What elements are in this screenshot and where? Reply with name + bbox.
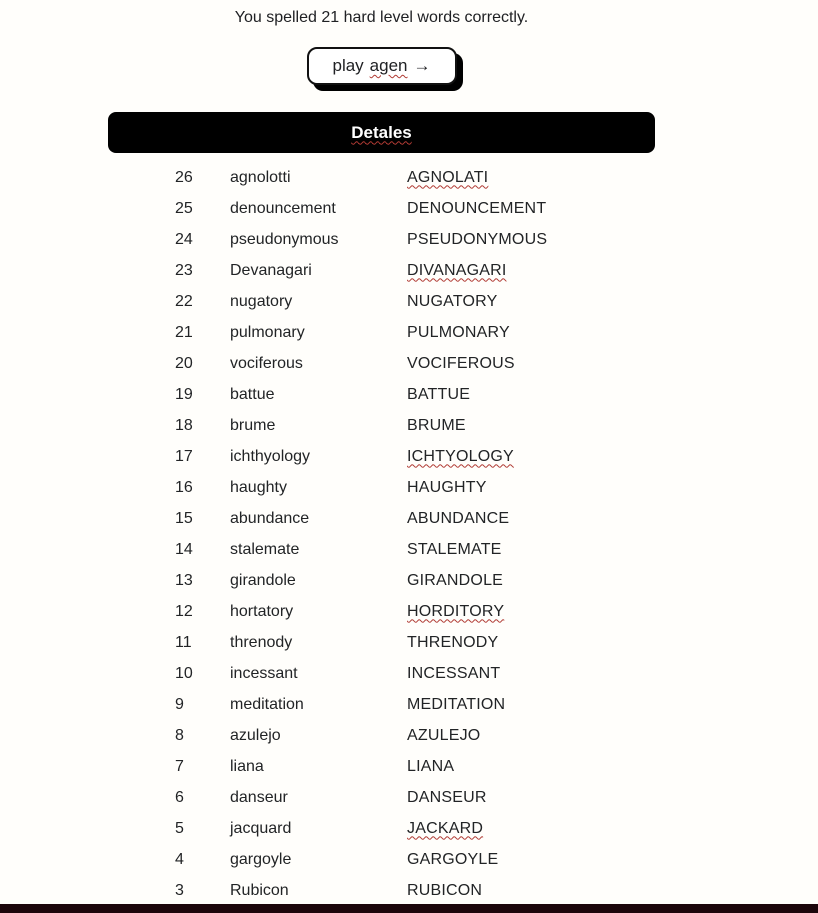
word-correct: abundance: [230, 509, 310, 527]
word-attempt: STALEMATE: [407, 540, 502, 558]
play-again-label-misspelled: agen: [369, 56, 408, 75]
word-attempt: BRUME: [407, 416, 466, 434]
result-row: [175, 410, 763, 441]
word-number: 19: [175, 385, 193, 403]
word-correct: ichthyology: [230, 447, 311, 465]
result-row: [175, 441, 763, 472]
word-attempt: PULMONARY: [407, 323, 510, 341]
word-number: 8: [175, 726, 184, 744]
word-correct: meditation: [230, 695, 304, 713]
word-number: 9: [175, 695, 184, 713]
word-number: 26: [175, 168, 193, 186]
word-attempt: GARGOYLE: [407, 850, 499, 868]
word-number: 16: [175, 478, 193, 496]
word-attempt: AZULEJO: [407, 726, 481, 744]
word-attempt: MEDITATION: [407, 695, 506, 713]
word-attempt: DANSEUR: [407, 788, 487, 806]
word-number: 21: [175, 323, 193, 341]
word-number: 14: [175, 540, 193, 558]
word-attempt: THRENODY: [407, 633, 499, 651]
result-row: [175, 472, 763, 503]
word-attempt: LIANA: [407, 757, 455, 775]
word-attempt: DIVANAGARI: [407, 261, 507, 279]
play-again-button[interactable]: [307, 47, 457, 85]
result-row: [175, 751, 763, 782]
word-number: 23: [175, 261, 193, 279]
result-row: [175, 379, 763, 410]
word-correct: battue: [230, 385, 275, 403]
arrow-right-icon: →: [413, 56, 431, 75]
result-row: [175, 565, 763, 596]
result-row: [175, 503, 763, 534]
word-correct: liana: [230, 757, 264, 775]
result-row: [175, 596, 763, 627]
word-number: 15: [175, 509, 193, 527]
word-attempt: ABUNDANCE: [407, 509, 510, 527]
word-attempt: INCESSANT: [407, 664, 501, 682]
result-row: [175, 844, 763, 875]
result-row: [175, 689, 763, 720]
word-correct: brume: [230, 416, 276, 434]
word-correct: Rubicon: [230, 881, 289, 899]
word-correct: nugatory: [230, 292, 293, 310]
result-message: You spelled 21 hard level words correctly.: [234, 9, 529, 26]
word-attempt: HAUGHTY: [407, 478, 487, 496]
word-correct: azulejo: [230, 726, 281, 744]
word-attempt: DENOUNCEMENT: [407, 199, 547, 217]
word-correct: Devanagari: [230, 261, 312, 279]
result-row: [175, 348, 763, 379]
word-number: 24: [175, 230, 193, 248]
details-banner: [108, 112, 655, 153]
word-attempt: HORDITORY: [407, 602, 505, 620]
word-number: 22: [175, 292, 193, 310]
result-row: [175, 255, 763, 286]
word-attempt: AGNOLATI: [407, 168, 489, 186]
word-number: 13: [175, 571, 193, 589]
word-attempt: BATTUE: [407, 385, 471, 403]
result-row: [175, 658, 763, 689]
word-correct: hortatory: [230, 602, 294, 620]
word-number: 17: [175, 447, 193, 465]
result-row: [175, 627, 763, 658]
word-correct: stalemate: [230, 540, 300, 558]
word-attempt: VOCIFEROUS: [407, 354, 515, 372]
word-correct: gargoyle: [230, 850, 292, 868]
word-correct: pulmonary: [230, 323, 305, 341]
word-correct: denouncement: [230, 199, 336, 217]
word-number: 20: [175, 354, 193, 372]
result-row: [175, 813, 763, 844]
word-correct: incessant: [230, 664, 298, 682]
word-correct: threnody: [230, 633, 293, 651]
word-attempt: GIRANDOLE: [407, 571, 504, 589]
word-number: 10: [175, 664, 193, 682]
word-attempt: RUBICON: [407, 881, 483, 899]
word-correct: pseudonymous: [230, 230, 339, 248]
result-row: [175, 782, 763, 813]
word-number: 25: [175, 199, 193, 217]
word-correct: girandole: [230, 571, 296, 589]
result-row: [175, 224, 763, 255]
word-number: 3: [175, 881, 184, 899]
result-row: [175, 875, 763, 906]
bottom-banner-edge: [0, 904, 818, 913]
play-again-label: play: [332, 56, 364, 75]
details-banner-title: Detales: [351, 122, 412, 142]
word-correct: agnolotti: [230, 168, 291, 186]
word-attempt: JACKARD: [407, 819, 484, 837]
result-row: [175, 162, 763, 193]
word-attempt: ICHTYOLOGY: [407, 447, 514, 465]
result-row: [175, 193, 763, 224]
word-correct: jacquard: [230, 819, 292, 837]
results-table: [175, 162, 763, 906]
word-number: 7: [175, 757, 184, 775]
word-number: 11: [175, 633, 192, 651]
word-number: 4: [175, 850, 184, 868]
result-row: [175, 720, 763, 751]
word-number: 12: [175, 602, 193, 620]
word-number: 6: [175, 788, 184, 806]
word-number: 5: [175, 819, 184, 837]
result-row: [175, 317, 763, 348]
word-attempt: NUGATORY: [407, 292, 498, 310]
word-number: 18: [175, 416, 193, 434]
word-correct: danseur: [230, 788, 288, 806]
result-row: [175, 534, 763, 565]
word-correct: vociferous: [230, 354, 303, 372]
word-attempt: PSEUDONYMOUS: [407, 230, 548, 248]
result-row: [175, 286, 763, 317]
word-correct: haughty: [230, 478, 287, 496]
